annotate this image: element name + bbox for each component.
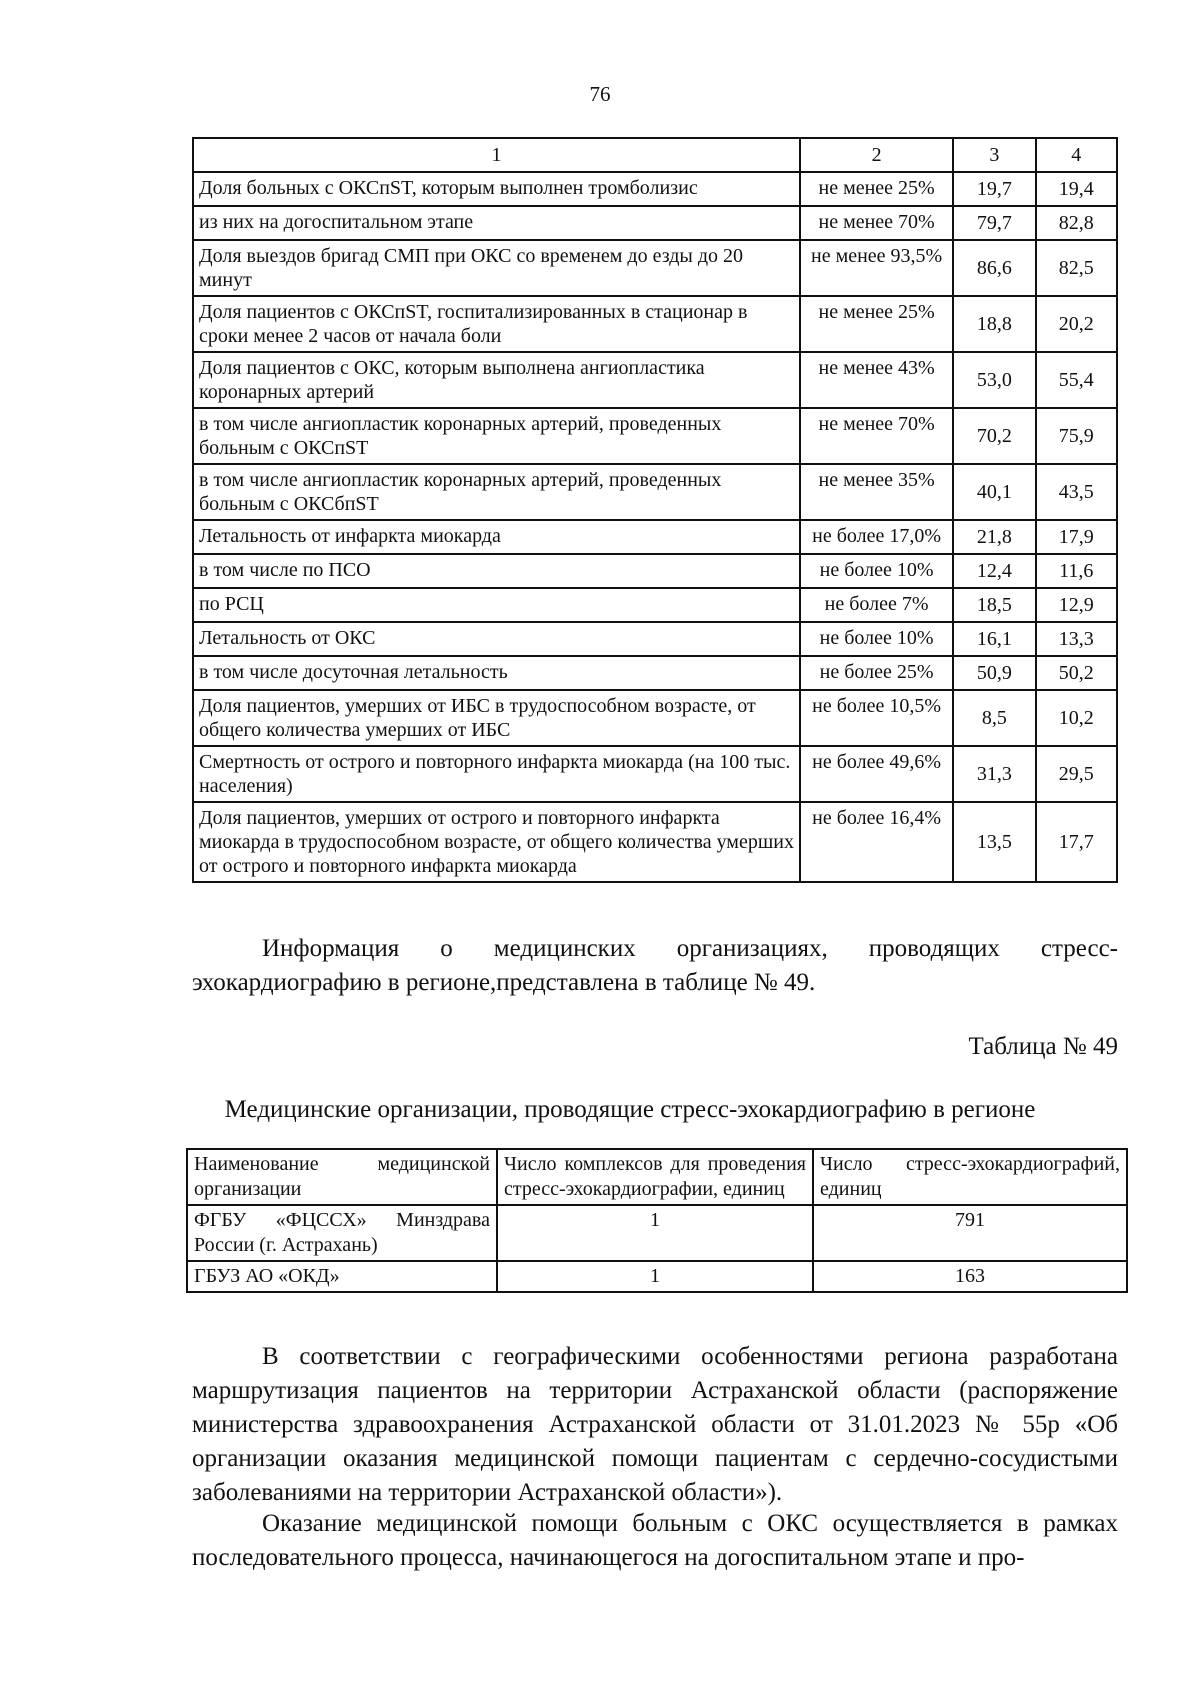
column-header: 4 — [1036, 138, 1117, 172]
table-header-row — [193, 138, 1117, 172]
column-header: Число комплексов для проведения стресс-эхокардиографии, единиц — [497, 1149, 813, 1205]
indicator-value-col4: 13,3 — [1036, 622, 1117, 656]
indicator-value-col4: 75,9 — [1036, 408, 1117, 464]
table-row — [193, 240, 1117, 296]
organization-name: ГБУЗ АО «ОКД» — [187, 1261, 497, 1292]
indicator-value-col3: 21,8 — [953, 520, 1035, 554]
organization-name: ФГБУ «ФЦССХ» Минздрава России (г. Астрахань) — [187, 1205, 497, 1261]
indicator-value-col3: 19,7 — [953, 172, 1035, 206]
complexes-count: 1 — [497, 1205, 813, 1261]
indicator-value-col3: 40,1 — [953, 464, 1035, 520]
indicator-target: не более 16,4% — [800, 802, 953, 882]
table-row — [193, 746, 1117, 802]
table-row — [193, 802, 1117, 882]
indicator-name: Доля пациентов, умерших от острого и повторного инфаркта миокарда в трудоспособном возрасте, от общего количества умерших от острого и повторного инфаркта миокарда — [193, 802, 800, 882]
indicator-value-col4: 29,5 — [1036, 746, 1117, 802]
care-paragraph: Оказание медицинской помощи больным с ОКС осуществляется в рамках последовательного процесса, начинающегося на догоспитальном этапе и про- — [192, 1510, 1118, 1571]
indicator-target: не более 25% — [800, 656, 953, 690]
table-row — [193, 622, 1117, 656]
indicator-value-col4: 10,2 — [1036, 690, 1117, 746]
indicator-name: из них на догоспитальном этапе — [193, 206, 800, 240]
indicator-name: в том числе по ПСО — [193, 554, 800, 588]
indicator-value-col4: 19,4 — [1036, 172, 1117, 206]
indicator-value-col3: 50,9 — [953, 656, 1035, 690]
page-number: 76 — [589, 82, 611, 106]
table-row — [193, 690, 1117, 746]
table-row — [187, 1261, 1127, 1292]
table-caption: Таблица № 49 — [968, 1033, 1118, 1060]
indicator-value-col3: 53,0 — [953, 352, 1035, 408]
table-row — [193, 172, 1117, 206]
column-header: Наименование медицинской организации — [187, 1149, 497, 1205]
indicator-target: не менее 93,5% — [800, 240, 953, 296]
indicator-name: в том числе ангиопластик коронарных артерий, проведенных больным с ОКСпST — [193, 408, 800, 464]
indicator-value-col4: 17,7 — [1036, 802, 1117, 882]
indicator-value-col4: 50,2 — [1036, 656, 1117, 690]
indicator-name: Доля пациентов с ОКСпST, госпитализированных в стационар в сроки менее 2 часов от начала боли — [193, 296, 800, 352]
indicator-value-col3: 16,1 — [953, 622, 1035, 656]
table-header-row — [187, 1149, 1127, 1205]
table-row — [193, 206, 1117, 240]
indicator-value-col4: 11,6 — [1036, 554, 1117, 588]
indicator-name: по РСЦ — [193, 588, 800, 622]
indicator-name: Доля пациентов, умерших от ИБС в трудоспособном возрасте, от общего количества умерших от ИБС — [193, 690, 800, 746]
table-row — [193, 464, 1117, 520]
intro-paragraph: Информация о медицинских организациях, проводящих стресс-эхокардиографию в регионе,представлена в таблице № 49. — [192, 935, 1118, 996]
indicator-value-col3: 12,4 — [953, 554, 1035, 588]
indicator-name: Смертность от острого и повторного инфаркта миокарда (на 100 тыс. населения) — [193, 746, 800, 802]
indicator-target: не менее 35% — [800, 464, 953, 520]
indicator-value-col4: 82,5 — [1036, 240, 1117, 296]
indicator-value-col3: 8,5 — [953, 690, 1035, 746]
indicator-value-col3: 13,5 — [953, 802, 1035, 882]
indicator-name: в том числе досуточная летальность — [193, 656, 800, 690]
indicator-target: не более 49,6% — [800, 746, 953, 802]
column-header: 3 — [953, 138, 1035, 172]
indicator-name: Доля выездов бригад СМП при ОКС со временем до езды до 20 минут — [193, 240, 800, 296]
indicator-target: не более 10% — [800, 554, 953, 588]
complexes-count: 1 — [497, 1261, 813, 1292]
indicator-target: не менее 25% — [800, 172, 953, 206]
column-header: 1 — [193, 138, 800, 172]
table-row — [187, 1205, 1127, 1261]
indicator-name: Доля пациентов с ОКС, которым выполнена ангиопластика коронарных артерий — [193, 352, 800, 408]
table-row — [193, 656, 1117, 690]
indicator-value-col3: 70,2 — [953, 408, 1035, 464]
table-row — [193, 296, 1117, 352]
indicator-value-col3: 31,3 — [953, 746, 1035, 802]
indicator-value-col3: 79,7 — [953, 206, 1035, 240]
table-row — [193, 554, 1117, 588]
indicator-target: не более 17,0% — [800, 520, 953, 554]
stress-echo-count: 791 — [813, 1205, 1127, 1261]
table-row — [193, 408, 1117, 464]
indicator-name: Летальность от инфаркта миокарда — [193, 520, 800, 554]
indicator-value-col4: 43,5 — [1036, 464, 1117, 520]
column-header: 2 — [800, 138, 953, 172]
routing-paragraph: В соответствии с географическими особенностями региона разработана маршрутизация пациентов на территории Астраханской области (распоряжение министерства здравоохранения Астраханской области от 31.01.2023 № 55р «Об организации оказания медицинской помощи пациентам с сердечно-сосудистыми заболеваниями на территории Астраханской области»). — [192, 1343, 1118, 1506]
indicator-target: не менее 43% — [800, 352, 953, 408]
table-row — [193, 520, 1117, 554]
indicator-target: не менее 70% — [800, 206, 953, 240]
indicator-value-col4: 82,8 — [1036, 206, 1117, 240]
indicator-target: не более 7% — [800, 588, 953, 622]
indicator-value-col3: 18,5 — [953, 588, 1035, 622]
indicator-target: не более 10% — [800, 622, 953, 656]
indicator-value-col4: 55,4 — [1036, 352, 1117, 408]
indicator-name: Летальность от ОКС — [193, 622, 800, 656]
indicator-target: не более 10,5% — [800, 690, 953, 746]
indicator-target: не менее 25% — [800, 296, 953, 352]
indicator-value-col3: 18,8 — [953, 296, 1035, 352]
indicator-value-col4: 20,2 — [1036, 296, 1117, 352]
indicators-table — [192, 137, 1118, 883]
stress-echo-count: 163 — [813, 1261, 1127, 1292]
indicator-name: в том числе ангиопластик коронарных артерий, проведенных больным с ОКСбпST — [193, 464, 800, 520]
indicator-value-col3: 86,6 — [953, 240, 1035, 296]
table-row — [193, 352, 1117, 408]
column-header: Число стресс-эхокардиографий, единиц — [813, 1149, 1127, 1205]
table-row — [193, 588, 1117, 622]
indicator-value-col4: 17,9 — [1036, 520, 1117, 554]
table-title: Медицинские организации, проводящие стресс-эхокардиографию в регионе — [224, 1096, 1036, 1123]
organizations-table — [186, 1148, 1128, 1293]
indicator-target: не менее 70% — [800, 408, 953, 464]
indicator-value-col4: 12,9 — [1036, 588, 1117, 622]
indicator-name: Доля больных с ОКСпST, которым выполнен тромболизис — [193, 172, 800, 206]
